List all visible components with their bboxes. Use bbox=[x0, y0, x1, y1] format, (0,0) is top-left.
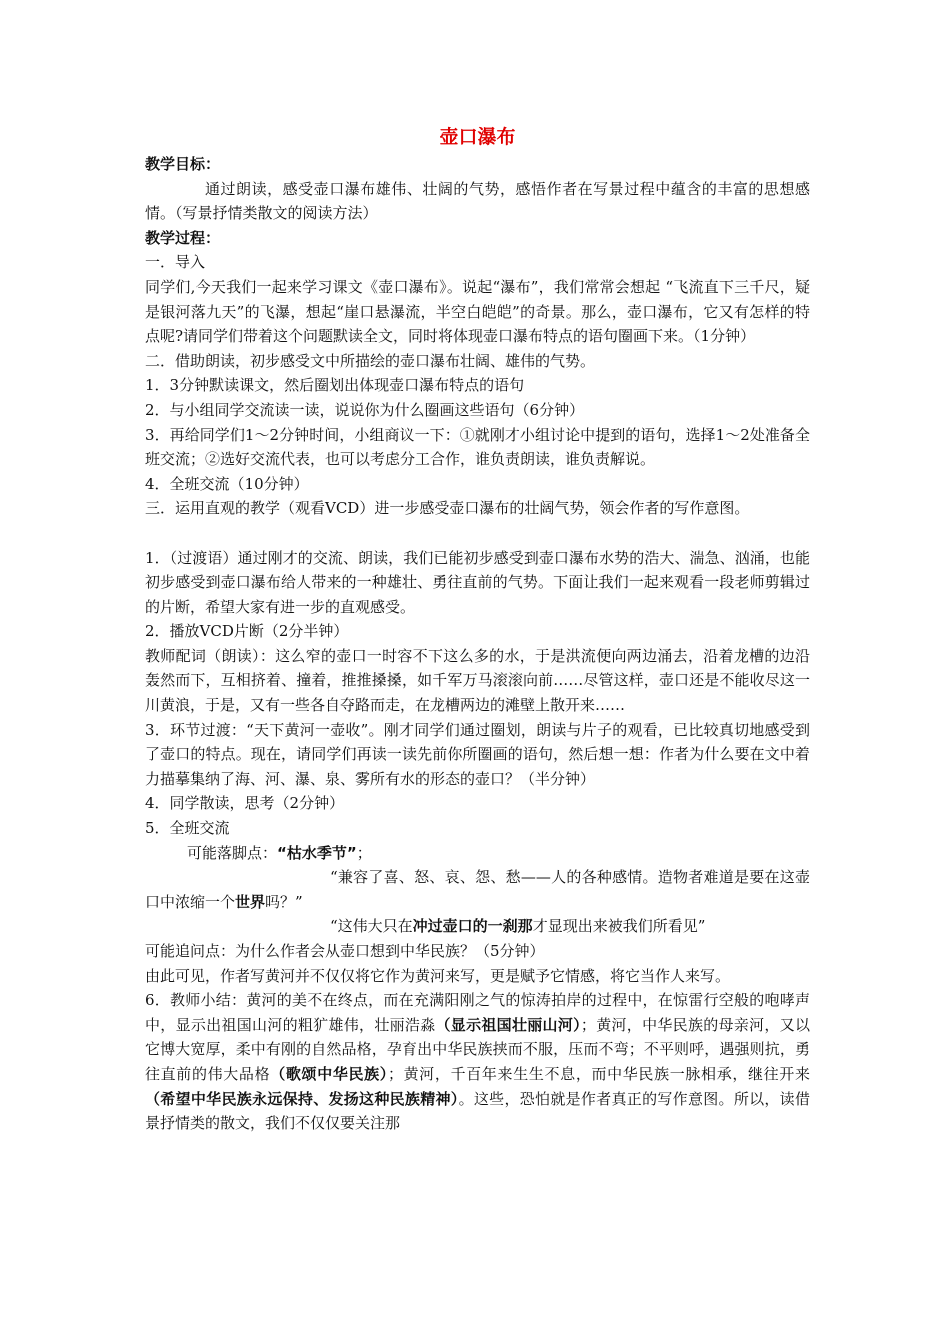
quote-1 bbox=[145, 865, 810, 914]
section-1-heading: 一．导入 bbox=[145, 253, 206, 272]
document-page bbox=[145, 122, 810, 1136]
section-3-heading: 三．运用直观的教学（观看VCD）进一步感受壶口瀑布的壮阔气势，领会作者的写作意图。 bbox=[145, 499, 750, 518]
summary-bold-2: （歌颂中华民族） bbox=[270, 1064, 388, 1083]
foothold-prefix: 可能落脚点： bbox=[187, 843, 278, 862]
blank-line bbox=[145, 521, 810, 546]
section-3-item-2: 2．播放VCD片断（2分半钟） bbox=[145, 622, 349, 641]
foothold-bold: “枯水季节” bbox=[277, 843, 357, 862]
summary-part-d: ；黄河，千百年来生生不息，而中华民族一脉相承，继往开来 bbox=[387, 1064, 810, 1083]
summary-bold-1: （显示祖国壮丽山河） bbox=[435, 1015, 581, 1034]
section-2-item: 4．全班交流（10分钟） bbox=[145, 474, 309, 493]
section-2-item: 2．与小组同学交流读一读，说说你为什么圈画这些语句（6分钟） bbox=[145, 400, 585, 419]
teacher-narration: 教师配词（朗读）：这么窄的壶口一时容不下这么多的水，于是洪流便向两边涌去，沿着龙槽的边沿轰然而下，互相挤着、撞着，推推搡搡，如千军万马滚滚向前……尽管这样，壶口还是不能收尽这一川黄浪，于是，又有一些各自夺路而走，在龙槽两边的滩壁上散开来…… bbox=[145, 646, 810, 715]
summary-part-c: ；黄河，中华民族的母亲河，又以它博大宽厚，柔中有刚的自然品格，孕育出中华民族挟而不服，压而不弯；不平则呼，遇强则抗，勇往直前的伟大品格 bbox=[145, 1015, 810, 1083]
conclusion-line: 由此可见，作者写黄河并不仅仅将它作为黄河来写，更是赋予它情感，将它当作人来写。 bbox=[145, 966, 731, 985]
quote-2-post: 才显现出来被我们所看见” bbox=[532, 917, 706, 936]
section-3-item-4: 4．同学散读，思考（2分钟） bbox=[145, 794, 345, 813]
goal-text: 通过朗读，感受壶口瀑布雄伟、壮阔的气势，感悟作者在写景过程中蕴含的丰富的思想感情。（写景抒情类散文的阅读方法） bbox=[145, 179, 810, 223]
section-3-item-3: 3．环节过渡：“天下黄河一壶收”。刚才同学们通过圈划，朗读与片子的观看，已比较真切地感受到了壶口的特点。现在，请同学们再读一读先前你所圈画的语句，然后想一想：作者为什么要在文中着力描摹集纳了海、河、瀑、泉、雾所有水的形态的壶口？（半分钟） bbox=[145, 720, 810, 788]
summary-part-a: 6．教师小结：黄河的美不在终点，而在充满阳刚之气的惊涛拍岸的过程中，在惊雷行空般的咆哮声中，显示出祖国山河的粗犷雄伟，壮丽浩淼 bbox=[145, 991, 810, 1034]
followup-question: 可能追问点：为什么作者会从壶口想到中华民族？（5分钟） bbox=[145, 942, 545, 960]
quote-1-bold: 世界 bbox=[235, 892, 266, 911]
section-1-text: 同学们,今天我们一起来学习课文《壶口瀑布》。说起“瀑布”，我们常常会想起 “飞流直下三千尺，疑是银河落九天”的飞瀑，想起“崖口悬瀑流，半空白皑皑”的奇景。那么，壶口瀑布，它又有怎样的特点呢?请同学们带着这个问题默读全文，同时将体现壶口瀑布特点的语句圈画下来。（1分钟） bbox=[145, 277, 810, 346]
quote-2-bold: 冲过壶口的一刹那 bbox=[412, 917, 533, 936]
quote-2 bbox=[145, 914, 810, 939]
section-3-item-5: 5．全班交流 bbox=[145, 819, 230, 838]
quote-1-pre: “兼容了喜、怒、哀、怨、愁——人的各种感情。造物者难道是要在这壶口中浓缩一个 bbox=[145, 868, 810, 911]
goal-heading: 教学目标： bbox=[145, 155, 221, 173]
quote-1-post: 吗？” bbox=[265, 892, 303, 911]
section-2-item: 1．3分钟默读课文，然后圈划出体现壶口瀑布特点的语句 bbox=[145, 376, 525, 395]
teacher-summary bbox=[145, 988, 810, 1136]
summary-part-e: 。这些，恐怕就是作者真正的写作意图。所以，读借景抒情类的散文，我们不仅仅要关注那 bbox=[145, 1089, 810, 1133]
quote-2-pre: “这伟大只在 bbox=[330, 917, 413, 936]
document-title: 壶口瀑布 bbox=[439, 126, 516, 148]
summary-bold-3: （希望中华民族永远保持、发扬这种民族精神） bbox=[145, 1089, 459, 1108]
section-2-item: 3．再给同学们1～2分钟时间，小组商议一下：①就刚才小组讨论中提到的语句，选择1～2处准备全班交流；②选好交流代表，也可以考虑分工合作，谁负责朗读，谁负责解说。 bbox=[145, 425, 810, 469]
foothold-suffix: ； bbox=[356, 843, 372, 862]
section-3-item-1: 1．（过渡语）通过刚才的交流、朗读，我们已能初步感受到壶口瀑布水势的浩大、湍急、汹涌，也能初步感受到壶口瀑布给人带来的一种雄壮、勇往直前的气势。下面让我们一起来观看一段老师剪辑过的片断，希望大家有进一步的直观感受。 bbox=[145, 548, 810, 616]
process-heading: 教学过程： bbox=[145, 228, 221, 247]
foothold-line bbox=[145, 841, 810, 866]
section-2-heading: 二．借助朗读，初步感受文中所描绘的壶口瀑布壮阔、雄伟的气势。 bbox=[145, 351, 596, 370]
